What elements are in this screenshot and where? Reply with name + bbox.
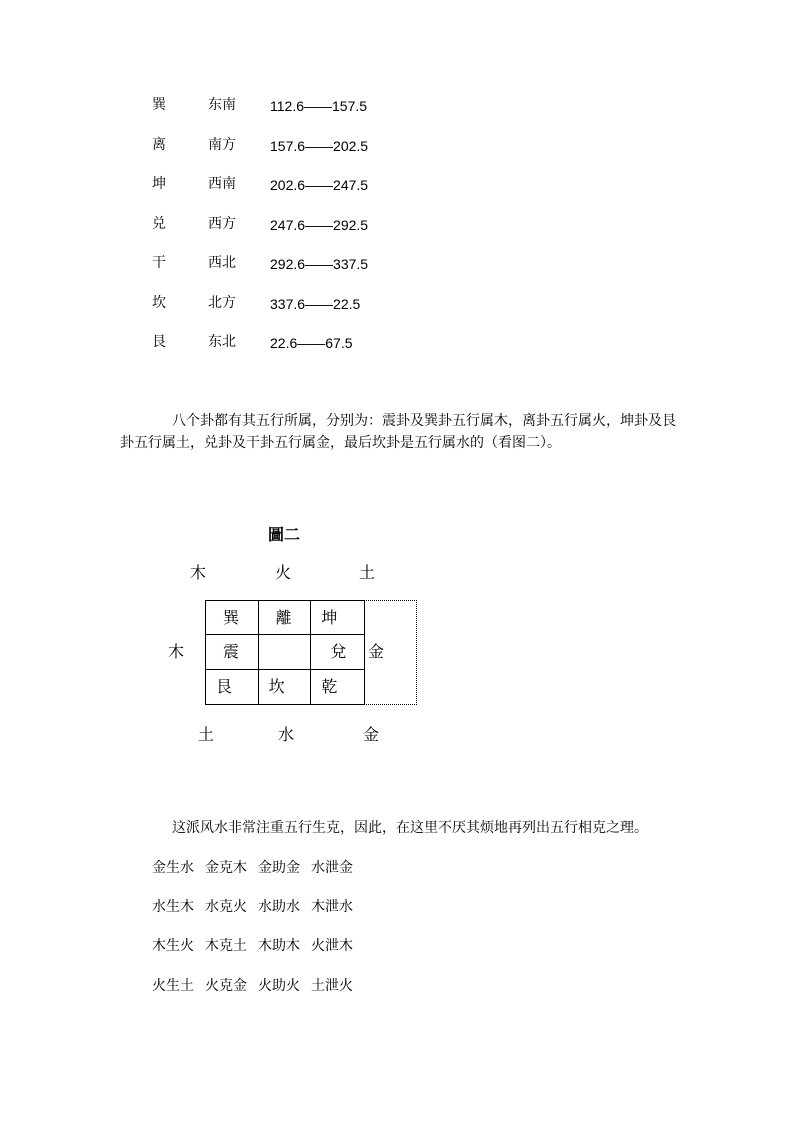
figure-top-label: 土 bbox=[359, 563, 376, 582]
trigram-degree-range: 157.6——202.5 bbox=[270, 138, 369, 154]
trigram-direction: 西方 bbox=[208, 217, 236, 232]
trigram-row bbox=[0, 215, 793, 235]
trigram-grid bbox=[205, 600, 365, 705]
relations-row bbox=[0, 859, 793, 879]
relation-item: 金助金 bbox=[258, 861, 300, 876]
trigram-name: 兑 bbox=[152, 217, 166, 232]
grid-cell: 震 bbox=[206, 635, 259, 669]
trigram-row bbox=[0, 96, 793, 116]
trigram-row bbox=[0, 254, 793, 274]
trigram-row bbox=[0, 294, 793, 314]
relation-item: 土泄火 bbox=[311, 979, 353, 994]
figure-bottom-label: 金 bbox=[363, 725, 380, 744]
trigram-name: 艮 bbox=[152, 335, 166, 350]
figure-top-label: 火 bbox=[275, 563, 292, 582]
trigram-degree-range: 202.6——247.5 bbox=[270, 177, 369, 193]
trigram-row bbox=[0, 175, 793, 195]
grid-cell: 乾 bbox=[321, 676, 338, 696]
grid-cell: 坤 bbox=[311, 601, 364, 635]
trigram-row bbox=[0, 136, 793, 156]
trigram-name: 干 bbox=[152, 256, 166, 271]
trigram-direction: 西北 bbox=[208, 256, 236, 271]
figure-right-label: 金 bbox=[368, 642, 385, 661]
grid-cell: 離 bbox=[259, 601, 312, 635]
trigram-name: 坎 bbox=[152, 296, 166, 311]
trigram-degree-range: 292.6——337.5 bbox=[270, 256, 369, 272]
relation-item: 金生水 bbox=[152, 861, 194, 876]
trigram-direction: 东北 bbox=[208, 335, 236, 350]
trigram-degree-range: 112.6——157.5 bbox=[270, 98, 368, 114]
relation-item: 火生土 bbox=[152, 979, 194, 994]
relation-item: 水助水 bbox=[258, 900, 300, 915]
trigram-direction: 西南 bbox=[208, 177, 236, 192]
trigram-name: 离 bbox=[152, 138, 166, 153]
relation-item: 木生火 bbox=[152, 939, 194, 954]
grid-cell: 艮 bbox=[206, 670, 259, 704]
relation-item: 木助木 bbox=[258, 939, 300, 954]
grid-cell: 坎 bbox=[259, 670, 312, 704]
figure-title: 圖二 bbox=[268, 525, 301, 544]
trigram-row bbox=[0, 333, 793, 353]
note-paragraph: 这派风水非常注重五行生克，因此，在这里不厌其烦地再列出五行相克之理。 bbox=[172, 821, 648, 836]
trigram-degree-range: 22.6——67.5 bbox=[270, 335, 353, 351]
trigram-direction: 南方 bbox=[208, 138, 236, 153]
trigram-name: 巽 bbox=[152, 98, 166, 113]
trigram-degree-range: 337.6——22.5 bbox=[270, 296, 361, 312]
relation-item: 火克金 bbox=[205, 979, 247, 994]
grid-cell: 巽 bbox=[206, 601, 259, 635]
trigram-direction: 北方 bbox=[208, 296, 236, 311]
figure-left-label: 木 bbox=[168, 642, 185, 661]
figure-bottom-label: 水 bbox=[278, 725, 295, 744]
trigram-degree-range: 247.6——292.5 bbox=[270, 217, 369, 233]
figure-top-label: 木 bbox=[190, 563, 207, 582]
figure-bottom-label: 土 bbox=[198, 725, 215, 744]
relations-row bbox=[0, 898, 793, 918]
relation-item: 水克火 bbox=[205, 900, 247, 915]
trigram-name: 坤 bbox=[152, 177, 166, 192]
grid-cell: 兌 bbox=[311, 635, 364, 669]
paragraph-line: 八个卦都有其五行所属，分别为：震卦及巽卦五行属木，离卦五行属火，坤卦及艮 bbox=[172, 414, 676, 429]
paragraph-line: 卦五行属土，兑卦及干卦五行属金，最后坎卦是五行属水的（看图二）。 bbox=[120, 436, 561, 451]
relation-item: 木克土 bbox=[205, 939, 247, 954]
trigram-direction: 东南 bbox=[208, 98, 236, 113]
relation-item: 木泄水 bbox=[311, 900, 353, 915]
relation-item: 金克木 bbox=[205, 861, 247, 876]
relation-item: 水生木 bbox=[152, 900, 194, 915]
relation-item: 水泄金 bbox=[311, 861, 353, 876]
relation-item: 火助火 bbox=[258, 979, 300, 994]
relations-row bbox=[0, 977, 793, 997]
grid-cell-center bbox=[259, 635, 312, 669]
relation-item: 火泄木 bbox=[311, 939, 353, 954]
relations-row bbox=[0, 937, 793, 957]
